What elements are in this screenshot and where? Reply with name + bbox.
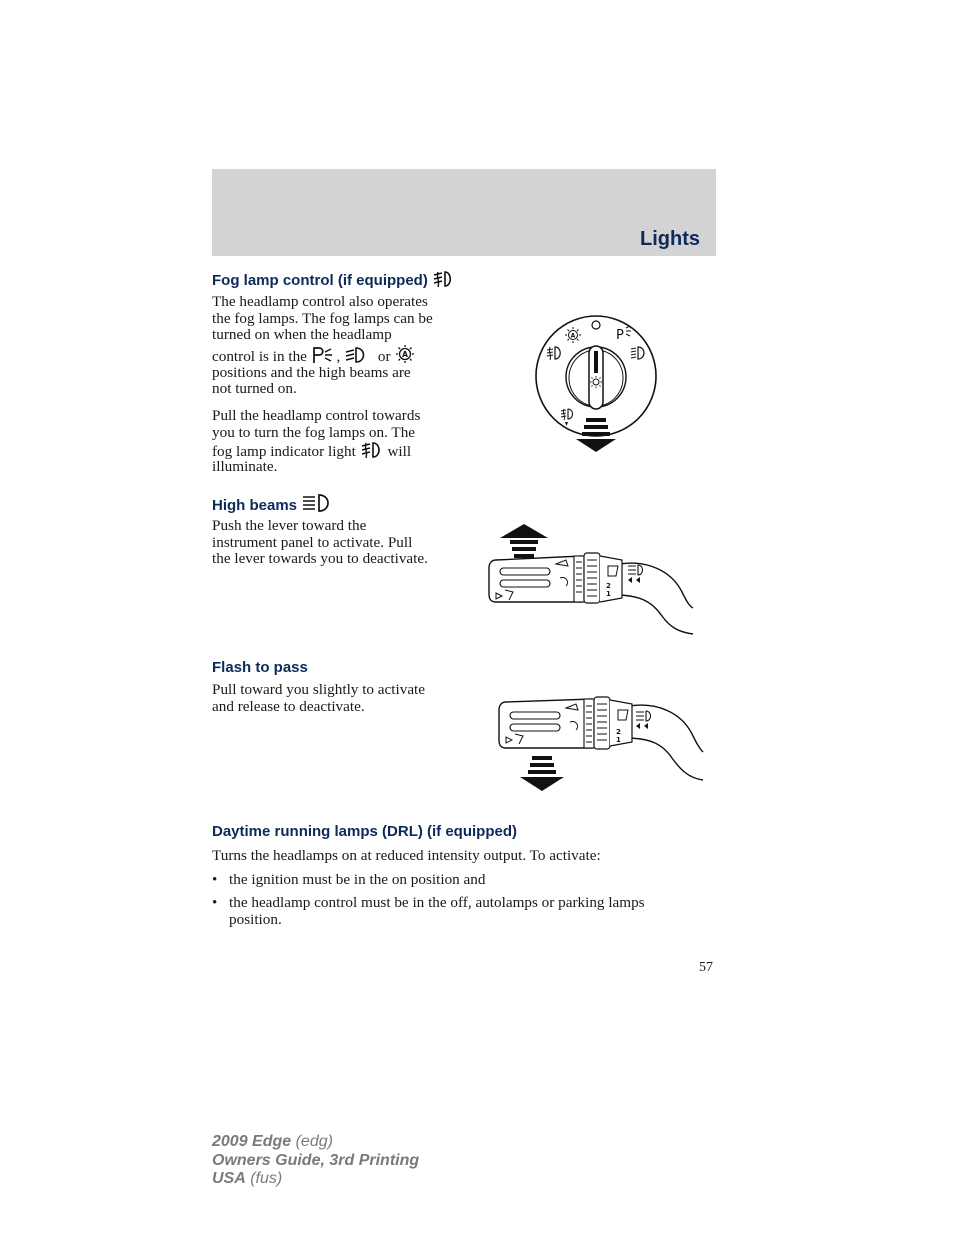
svg-text:2: 2 bbox=[606, 582, 611, 590]
pull-arrow-icon bbox=[520, 756, 564, 791]
svg-text:P: P bbox=[616, 328, 624, 343]
section-title: Lights bbox=[640, 228, 700, 250]
document-footer: 2009 Edge (edg) Owners Guide, 3rd Printing USA (fus) bbox=[212, 1133, 420, 1187]
drl-bullet-2: • the headlamp control must be in the off, autolamps or parking lamps position. bbox=[212, 894, 645, 928]
svg-text:A: A bbox=[402, 349, 409, 359]
fog-lamp-icon bbox=[432, 270, 454, 288]
headlamp-control-dial-figure bbox=[528, 308, 668, 458]
fog-heading: Fog lamp control (if equipped) bbox=[212, 270, 454, 289]
high-beams-heading: High beams bbox=[212, 493, 333, 514]
autolamp-icon bbox=[394, 344, 416, 364]
drl-bullet-1: • the ignition must be in the on position and bbox=[212, 871, 486, 888]
high-beams-text: Push the lever toward the instrument panel to activate. Pull the lever towards you to deactivate. bbox=[212, 517, 428, 568]
drl-heading: Daytime running lamps (DRL) (if equipped) bbox=[212, 823, 518, 840]
multifunction-lever-push-figure bbox=[486, 520, 696, 640]
svg-text:1: 1 bbox=[616, 736, 621, 744]
fog-paragraph-1: The headlamp control also operates the fog lamps. The fog lamps can be turned on when the headlamp control is in the , or A positions and the high beams are not turned on. bbox=[212, 293, 433, 398]
parking-lamp-icon bbox=[311, 346, 333, 364]
section-header-band bbox=[212, 169, 716, 256]
svg-text:1: 1 bbox=[606, 590, 611, 598]
fog-paragraph-2: Pull the headlamp control towards you to turn the fog lamps on. The fog lamp indicator light will illuminate. bbox=[212, 407, 421, 476]
page-number: 57 bbox=[699, 960, 713, 975]
svg-text:2: 2 bbox=[616, 728, 621, 736]
drl-intro: Turns the headlamps on at reduced intensity output. To activate: bbox=[212, 847, 601, 864]
flash-to-pass-text: Pull toward you slightly to activate and release to deactivate. bbox=[212, 681, 426, 715]
svg-text:A: A bbox=[570, 332, 576, 340]
low-beam-icon bbox=[344, 346, 368, 364]
push-arrow-icon bbox=[500, 524, 548, 558]
fog-lamp-icon bbox=[360, 441, 384, 459]
flash-to-pass-heading: Flash to pass bbox=[212, 659, 308, 676]
high-beam-icon bbox=[301, 493, 333, 513]
multifunction-lever-pull-figure bbox=[496, 696, 706, 796]
